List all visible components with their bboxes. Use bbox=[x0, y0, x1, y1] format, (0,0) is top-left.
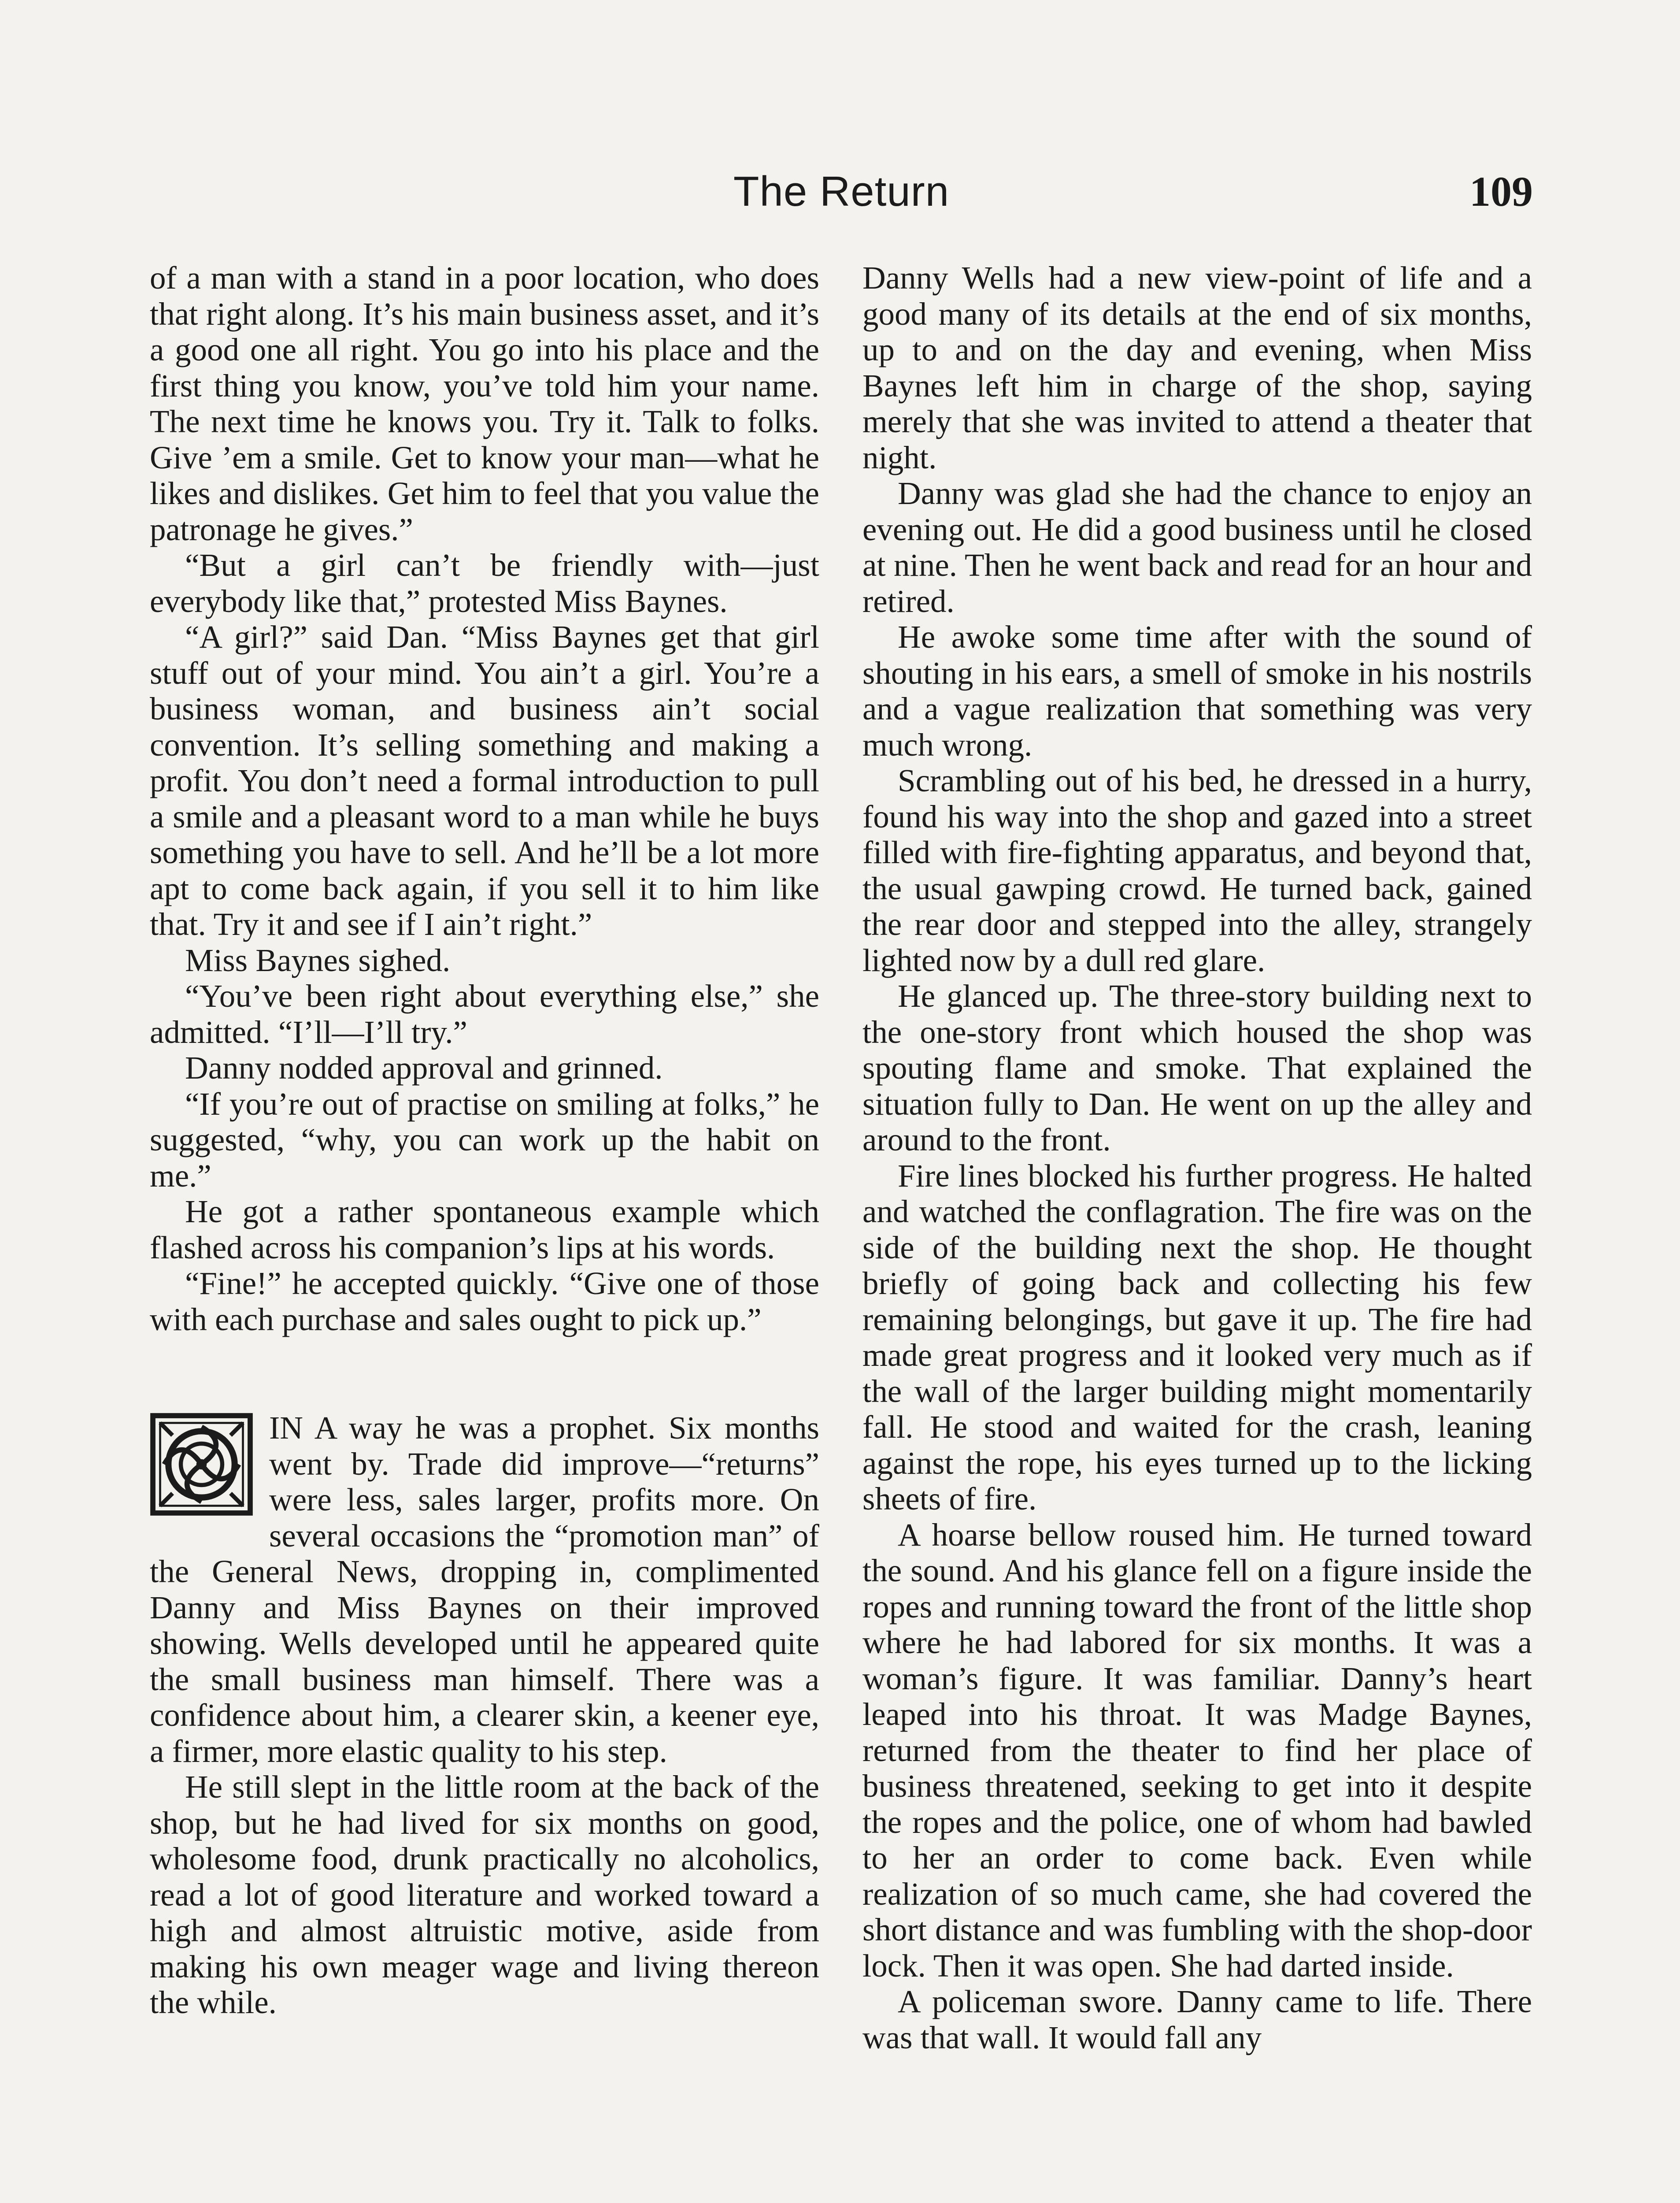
paragraph: Danny nodded approval and grinned. bbox=[185, 1050, 663, 1086]
paragraph: Scrambling out of his bed, he dressed in a hurry, found his way into the shop and gazed into a street filled with fire-fighting apparatus, and beyond that, the usual gawping crowd. He turned back, gained the rear door and stepped into the alley, strangely lighted now by a dull red glare. bbox=[862, 763, 1532, 978]
paragraph: “If you’re out of practise on smiling at folks,” he suggested, “why, you can work up the habit on me.” bbox=[150, 1086, 819, 1194]
paragraph: Miss Baynes sighed. bbox=[185, 942, 451, 978]
celtic-knot-ornament-icon bbox=[150, 1413, 253, 1516]
left-column bbox=[150, 260, 819, 2021]
paragraph: He glanced up. The three-story building next to the one-story front which housed the shop was spouting flame and smoke. That explained the situation fully to Dan. He went on up the alley and around to the front. bbox=[862, 978, 1532, 1157]
right-column bbox=[862, 260, 1532, 2055]
paragraph: of a man with a stand in a poor location, who does that right along. It’s his main business asset, and it’s a good one all right. You go into his place and the first thing you know, you’ve told him your name. The next time he knows you. Try it. Talk to folks. Give ’em a smile. Get to know your man—what he likes and dislikes. Get him to feel that you value the patronage he gives.” bbox=[150, 260, 819, 547]
section-first-paragraph: IN A way he was a prophet. Six months went by. Trade did improve—“returns” were less, sales larger, profits more. On several occasions the “promotion man” of the General News, dropping in, complimented Danny and Miss Baynes on their improved showing. Wells developed until he appeared quite the small business man himself. There was a confidence about him, a clearer skin, a keener eye, a firmer, more elastic quality to his step. bbox=[150, 1410, 819, 1769]
paragraph: He awoke some time after with the sound of shouting in his ears, a smell of smoke in his nostrils and a vague realization that something was very much wrong. bbox=[862, 619, 1532, 763]
paragraph: A hoarse bellow roused him. He turned toward the sound. And his glance fell on a figure inside the ropes and running toward the front of the little shop where he had labored for six months. It was a woman’s figure. It was familiar. Danny’s heart leaped into his throat. It was Madge Baynes, returned from the theater to find her place of business threatened, seeking to get into it despite the ropes and the police, one of whom had bawled to her an order to come back. Even while realization of so much came, she had covered the short distance and was fumbling with the shop-door lock. Then it was open. She had darted inside. bbox=[862, 1517, 1532, 1984]
running-title: The Return bbox=[733, 168, 950, 215]
paragraph: “You’ve been right about everything else,” she admitted. “I’ll—I’ll try.” bbox=[150, 978, 819, 1050]
paragraph: “A girl?” said Dan. “Miss Baynes get that girl stuff out of your mind. You ain’t a girl. You’re a business woman, and business ain’t social convention. It’s selling something and making a profit. You don’t need a formal introduction to pull a smile and a pleasant word to a man while he buys something you have to sell. And he’ll be a lot more apt to come back again, if you sell it to him like that. Try it and see if I ain’t right.” bbox=[150, 619, 819, 942]
paragraph: Danny Wells had a new view-point of life and a good many of its details at the end of six months, up to and on the day and evening, when Miss Baynes left him in charge of the shop, saying merely that she was invited to attend a theater that night. bbox=[862, 260, 1532, 475]
paragraph: Fire lines blocked his further progress. He halted and watched the conflagration. The fire was on the side of the building next the shop. He thought briefly of going back and collecting his few remaining belongings, but gave it up. The fire had made great progress and it looked very much as if the wall of the larger building might momentarily fall. He stood and waited for the crash, leaning against the rope, his eyes turned up to the licking sheets of fire. bbox=[862, 1157, 1532, 1517]
paragraph: He got a rather spontaneous example which flashed across his companion’s lips at his words. bbox=[150, 1194, 819, 1265]
paragraph: “Fine!” he accepted quickly. “Give one of those with each purchase and sales ought to pick up.” bbox=[150, 1265, 819, 1337]
page-number: 109 bbox=[1469, 168, 1533, 215]
paragraph: A policeman swore. Danny came to life. There was that wall. It would fall any bbox=[862, 1984, 1532, 2055]
paragraph: “But a girl can’t be friendly with—just everybody like that,” protested Miss Baynes. bbox=[150, 547, 819, 619]
paragraph: Danny was glad she had the chance to enjoy an evening out. He did a good business until he closed at nine. Then he went back and read for an hour and retired. bbox=[862, 475, 1532, 619]
running-head bbox=[150, 163, 1533, 220]
section-opening bbox=[150, 1410, 819, 1769]
section-break bbox=[150, 1337, 819, 1410]
paragraph: He still slept in the little room at the back of the shop, but he had lived for six months on good, wholesome food, drunk practically no alcoholics, read a lot of good literature and worked toward a high and almost altruistic motive, aside from making his own meager wage and living thereon the while. bbox=[150, 1769, 819, 2020]
